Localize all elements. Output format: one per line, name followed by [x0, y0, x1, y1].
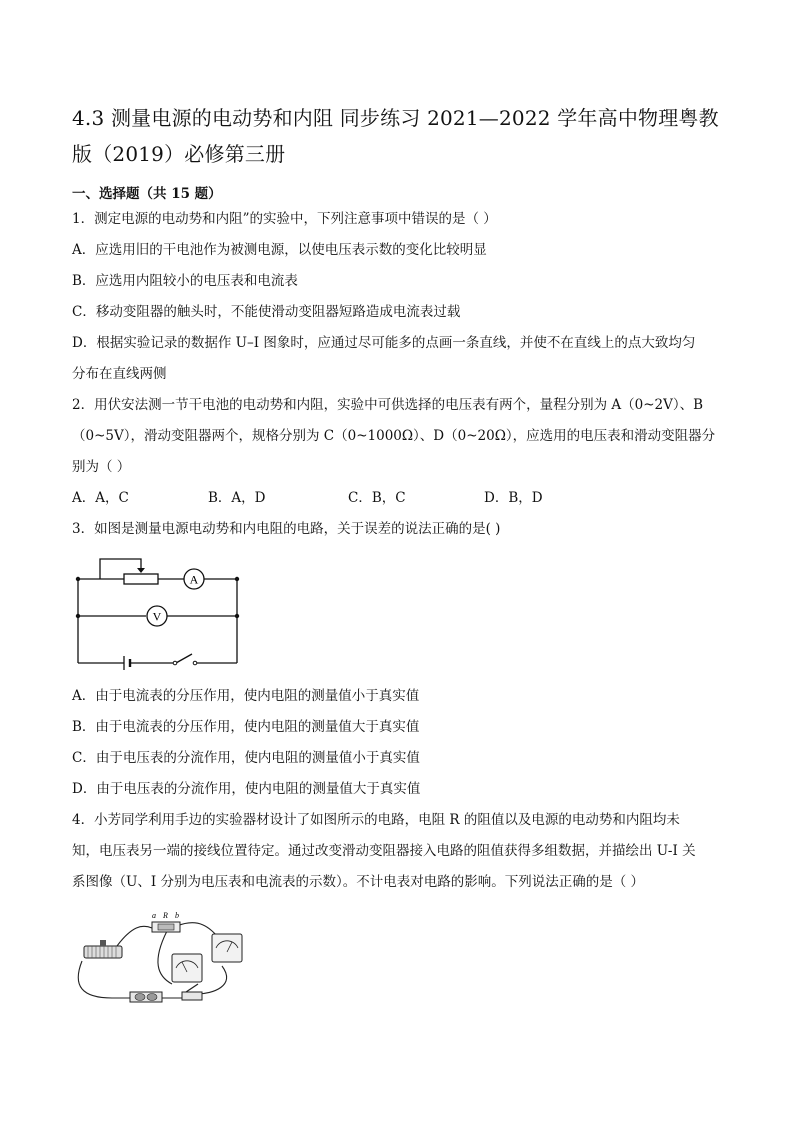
switch-contact	[173, 661, 177, 665]
question-3-option-c: C．由于电压表的分流作用，使内电阻的测量值小于真实值	[72, 750, 420, 766]
question-3-stem: 3．如图是测量电源电动势和内电阻的电路，关于误差的说法正确的是( )	[72, 521, 501, 537]
circuit-diagram	[72, 553, 252, 671]
question-1-option-a: A．应选用旧的干电池作为被测电源，以使电压表示数的变化比较明显	[72, 242, 487, 258]
voltmeter-icon	[212, 934, 242, 962]
question-4-line-3: 系图像（U、I 分别为电压表和电流表的示数）。不计电表对电路的影响。下列说法正确的是（ ）	[72, 874, 645, 890]
document-title	[72, 100, 722, 172]
question-3-option-a: A．由于电流表的分压作用，使内电阻的测量值小于真实值	[72, 688, 420, 704]
question-2-option-b: B．A，D	[208, 490, 266, 506]
question-1-option-c: C．移动变阻器的触头时，不能使滑动变阻器短路造成电流表过载	[72, 304, 461, 320]
rheostat-icon	[124, 574, 158, 584]
document-page	[72, 100, 722, 1006]
question-2-line-2: （0~5V），滑动变阻器两个，规格分别为 C（0~1000Ω）、D（0~20Ω），应选用的电压表和滑动变阻器分	[72, 428, 716, 444]
question-4-line-2: 知，电压表另一端的接线位置待定。通过改变滑动变阻器接入电路的阻值获得多组数据，并描绘出 U-I 关	[72, 843, 696, 859]
ammeter-label: A	[189, 572, 199, 587]
question-4-line-1: 4．小芳同学利用手边的实验器材设计了如图所示的电路，电阻 R 的阻值以及电源的电动势和内阻均未	[72, 812, 680, 828]
question-1-stem: 1．测定电源的电动势和内阻”的实验中，下列注意事项中错误的是（ ）	[72, 211, 497, 227]
resistor-r-label: R	[163, 911, 168, 920]
question-2-options	[72, 483, 722, 514]
question-1-option-d-line-1: D．根据实验记录的数据作 U–I 图象时，应通过尽可能多的点画一条直线，并使不在直线上的点大致均匀	[72, 335, 696, 351]
question-2-option-d: D．B，D	[484, 490, 543, 506]
switch-icon	[182, 984, 202, 1000]
junction-node	[235, 614, 239, 618]
question-3	[72, 514, 722, 805]
voltmeter-label: V	[152, 609, 162, 624]
rheostat-slider-wire	[100, 559, 141, 579]
junction-node	[235, 577, 239, 581]
resistor-board-icon	[152, 922, 180, 932]
terminal-a-label: a	[152, 911, 156, 920]
battery-box-icon	[130, 992, 162, 1002]
question-1-option-d-line-2: 分布在直线两侧	[72, 366, 167, 382]
rheostat-slider-arrow	[137, 568, 145, 573]
question-2-option-c: C．B，C	[348, 490, 406, 506]
terminal-b-label: b	[175, 911, 179, 920]
question-3-option-d: D．由于电压表的分流作用，使内电阻的测量值大于真实值	[72, 781, 421, 797]
question-1-option-b: B．应选用内阻较小的电压表和电流表	[72, 273, 298, 289]
ammeter-icon	[172, 954, 202, 982]
question-2-line-3: 别为（ ）	[72, 459, 131, 475]
title-line-1: 4.3 测量电源的电动势和内阻 同步练习 2021—2022 学年高中物理粤教	[72, 106, 719, 130]
question-4	[72, 805, 722, 1006]
question-2-line-1: 2．用伏安法测一节干电池的电动势和内阻，实验中可供选择的电压表有两个，量程分别为 A（0~2V）、B	[72, 397, 704, 413]
rheostat-icon	[84, 940, 122, 958]
junction-node	[76, 577, 80, 581]
apparatus-illustration	[72, 906, 272, 1006]
junction-node	[76, 614, 80, 618]
question-2	[72, 390, 722, 514]
wire-icon	[78, 961, 130, 998]
question-2-option-a: A．A，C	[72, 490, 129, 506]
wire-icon	[117, 926, 152, 946]
switch-contact	[193, 661, 197, 665]
question-3-option-b: B．由于电流表的分压作用，使内电阻的测量值大于真实值	[72, 719, 420, 735]
section-heading: 一、选择题（共 15 题）	[72, 186, 222, 202]
title-line-2: 版（2019）必修第三册	[72, 142, 286, 166]
wire-icon	[158, 931, 172, 984]
switch-lever	[176, 654, 192, 663]
question-1	[72, 204, 722, 390]
